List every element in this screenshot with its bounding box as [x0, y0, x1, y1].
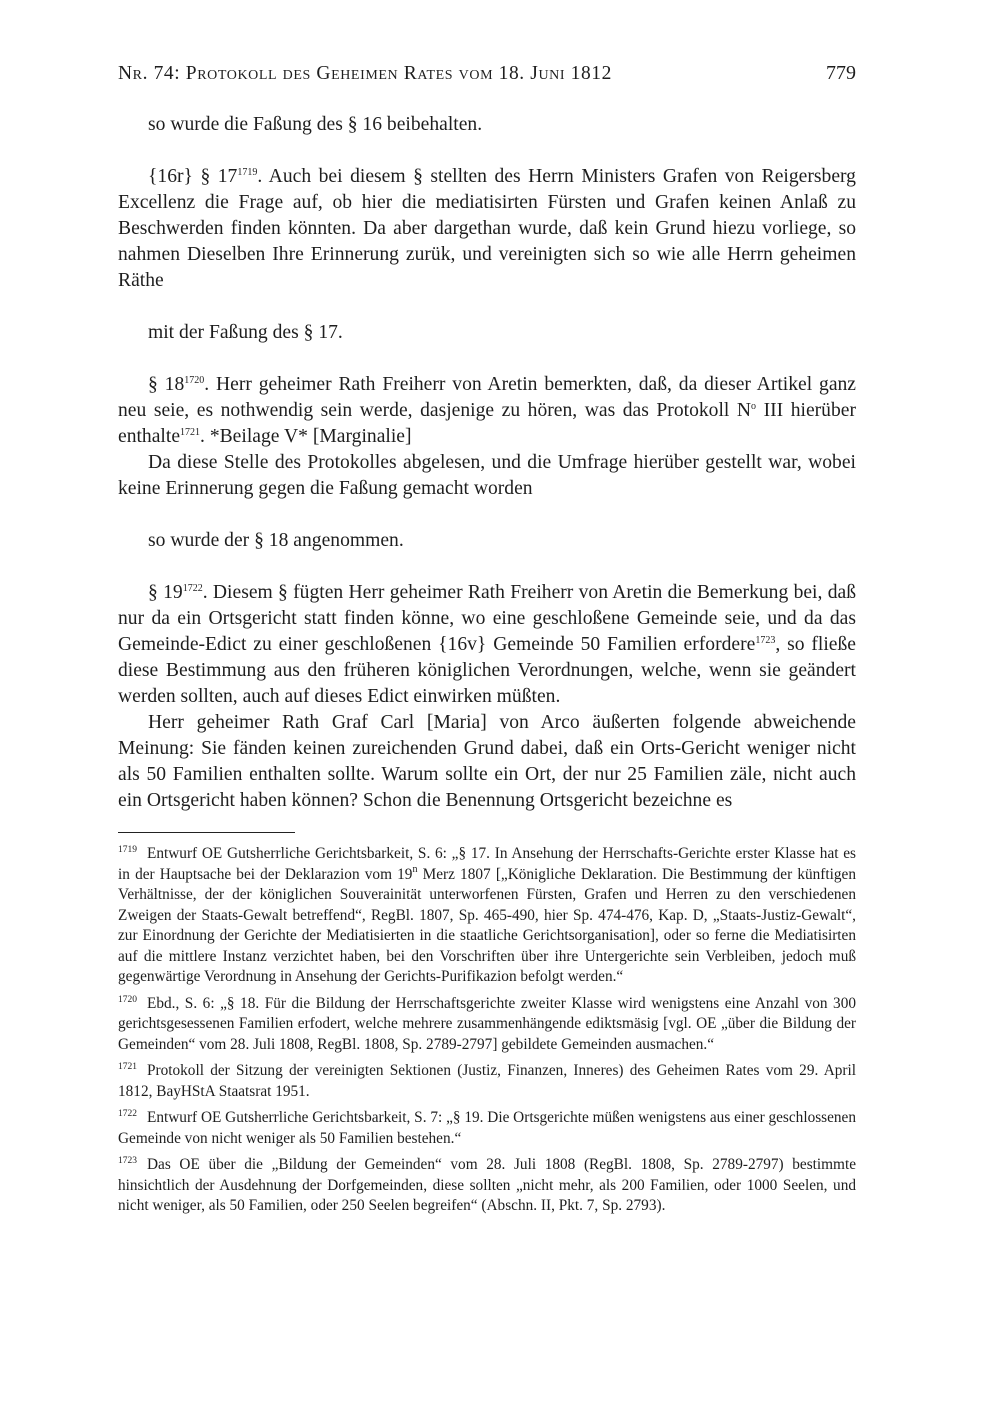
footnote-1723: $^{1723}$ Das OE über die „Bildung der Gemeinden“ vom 28. Juli 1808 (RegBl. 1808, Sp. 2789-2797) bestimmte hinsichtlich der Ausdehnung der Dorfgemeinden, diese sollten „nicht mehr, als 200 Familien, oder 1000 Seelen, und nicht weniger, als 50 Familien, oder 250 Seelen begreifen“ (Abschn. II, Pkt. 7, Sp. 2793). — [118, 1156, 856, 1214]
paragraph-resolution-18: so wurde der § 18 angenommen. — [148, 530, 404, 551]
footnote-number: 1720 — [118, 994, 137, 1005]
paragraph-resolution-17: mit der Faßung des § 17. — [148, 322, 343, 343]
page-number: 779 — [826, 62, 856, 84]
footnote-1722: $^{1722}$ Entwurf OE Gutsherrliche Gerichtsbarkeit, S. 7: „§ 19. Die Ortsgerichte müßen wenigstens aus einer geschlossenen Gemeinde von nicht weniger als 50 Familien bestehen.“ — [118, 1109, 856, 1147]
running-title: Nr. 74: Protokoll des Geheimen Rates vom 18. Juni 1812 — [118, 63, 613, 84]
running-header — [118, 62, 856, 85]
footnote-1721: $^{1721}$ Protokoll der Sitzung der vereinigten Sektionen (Justiz, Finanzen, Inneres) des Geheimen Rates vom 29. April 1812, BayHStA Staatsrat 1951. — [118, 1062, 856, 1100]
footnote-ref-1722[interactable]: 1722 — [182, 583, 203, 594]
footnote-divider — [118, 832, 295, 833]
paragraph-protocol-read: Da diese Stelle des Protokolles abgelesen, und die Umfrage hierüber gestellt war, wobei keine Erinnerung gegen die Faßung gemacht worden — [118, 452, 856, 499]
footnote-ref-1721[interactable]: 1721 — [180, 427, 201, 438]
paragraph-arco-opinion: Herr geheimer Rath Graf Carl [Maria] von Arco äußerten folgende abweichende Meinung: Sie fänden keinen zureichenden Grund dabei, daß ein Orts-Gericht weniger nicht als 50 Familien enthalten sollte. Warum sollte ein Ort, der nur 25 Familien zäle, nicht auch ein Ortsgericht haben können? Schon die Benennung Ortsgericht bezeichne es — [118, 712, 856, 811]
footnote-number: 1721 — [118, 1062, 137, 1072]
footnote-ref-1719[interactable]: 1719 — [237, 167, 258, 178]
footnote-ref-1720[interactable]: 1720 — [184, 375, 205, 386]
superscript-o: o — [751, 401, 757, 412]
main-text — [118, 112, 856, 814]
footnote-number: 1722 — [118, 1109, 137, 1119]
paragraph-section-18: § $18^{1720}$. Herr geheimer Rath Freiherr von Aretin bemerkten, daß, da dieser Artikel ganz neu seie, es nothwendig sein werde, dasjenige zu hören, was das Protokoll $N^o$ III hierüber enthalte$^{1721}$. *Beilage V* [Marginalie] — [118, 374, 857, 447]
footnotes — [118, 844, 856, 1223]
footnote-number: 1719 — [118, 845, 137, 855]
paragraph-section-17: {16r} § $17^{1719}$. Auch bei diesem § stellten des Herrn Ministers Grafen von Reigersberg Excellenz die Frage auf, ob hier die mediatisirten Fürsten und Grafen keinen Anlaß zu Beschwerden finden könnten. Da aber dargethan wurde, daß kein Grund hiezu vorliege, so nahmen Dieselben Ihre Erinnerung zurük, und vereinigten sich so wie alle Herrn geheimen Räthe — [118, 166, 856, 291]
paragraph-section-19: § $19^{1722}$. Diesem § fügten Herr geheimer Rath Freiherr von Aretin die Bemerkung bei, daß nur da ein Ortsgericht statt finden könne, wo eine geschloßene Gemeinde seie, und da das Gemeinde-Edict zu einer geschloßenen {16v} Gemeinde 50 Familien erfordere$^{1723}$, so fließe diese Bestimmung aus den früheren königlichen Verordnungen, welche, wenn sie geändert werden sollten, auch auf dieses Edict einwirken müßten. — [118, 582, 856, 707]
footnote-1719: $^{1719}$ Entwurf OE Gutsherrliche Gerichtsbarkeit, S. 6: „§ 17. In Ansehung der Herrschafts-Gerichte erster Klasse hat es in der Hauptsache bei der Deklarazion vom 19$^n$ Merz 1807 [„Königliche Deklaration. Die Bestimmung der künftigen Verhältnisse, der der königlichen Souverainität unterworfenen Fürsten, Grafen und Herren zu den verschiedenen Zweigen der Staats-Gewalt betreffend“, RegBl. 1807, Sp. 465-490, hier Sp. 474-476, Kap. D, „Staats-Justiz-Gewalt“, zur Einordnung der Gerichte der Mediatisierten in die staatliche Gerichtsorganisation], oder so ferne die Mediatisirten auf die mittlere Instanz verzichtet haben, bei den Vorschriften über ihre Untergerichte sein Verbleiben, jedoch muß gegenwärtige Verordnung in Ansehung der Gerichts-Purifikazion befolgt werden.“ — [118, 845, 856, 985]
paragraph-resolution-16: so wurde die Faßung des § 16 beibehalten. — [148, 114, 483, 135]
footnote-ref-1723[interactable]: 1723 — [755, 635, 776, 646]
footnote-number: 1723 — [118, 1156, 137, 1166]
footnote-1720: $^{1720}$ Ebd., S. 6: „§ 18. Für die Bildung der Herrschaftsgerichte zweiter Klasse wird wenigstens eine Anzahl von 300 gerichtsgesessenen Familien erfodert, welche mehrere zusammenhängende ediktsmäsig [vgl. OE „über die Bildung der Gemeinden“ vom 28. Juli 1808, RegBl. 1808, Sp. 2789-2797] gebildete Gemeinden ausmachen.“ — [118, 994, 856, 1053]
